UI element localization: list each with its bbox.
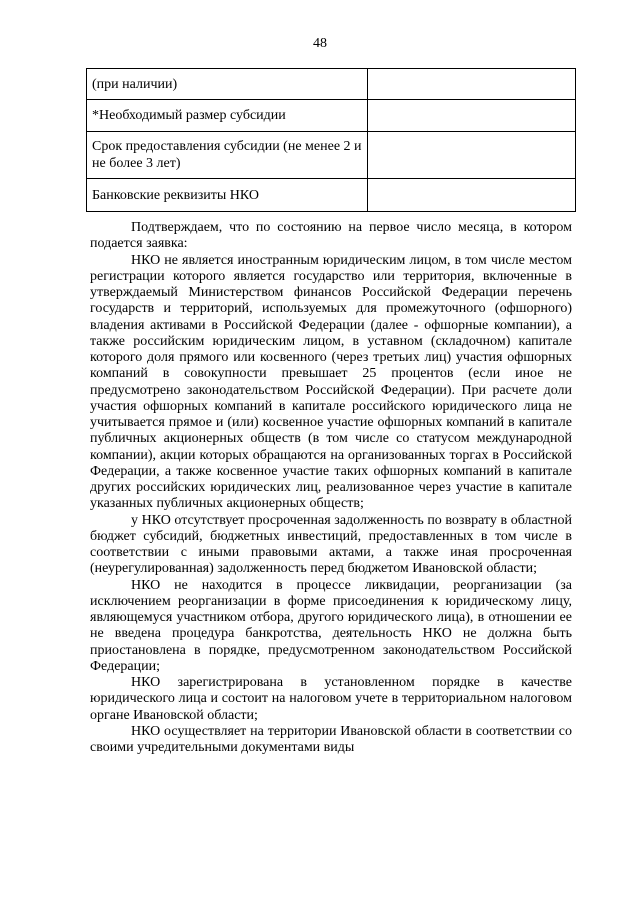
table-row <box>87 132 576 179</box>
table-row <box>87 179 576 212</box>
paragraph-confirmation-intro: Подтверждаем, что по состоянию на первое число месяца, в котором подается заявка: <box>90 220 572 252</box>
paragraph-no-overdue-debt: у НКО отсутствует просроченная задолженность по возврату в областной бюджет субсидий, бюджетных инвестиций, предоставленных в том числе в соответствии с иными правовыми актами, а также иная просроченная (неурегулированная) задолженность перед бюджетом Ивановской области; <box>90 512 572 577</box>
paragraph-no-liquidation: НКО не находится в процессе ликвидации, реорганизации (за исключением реорганизации в форме присоединения к юридическому лицу, являющемуся участником отбора, другого юридического лица), в отношении ее не введена процедура банкротства, деятельность НКО не должна быть приостановлена в порядке, предусмотренном законодательством Российской Федерации; <box>90 577 572 674</box>
table-cell-label: *Необходимый размер субсидии <box>87 100 368 132</box>
table-cell-label: Банковские реквизиты НКО <box>87 179 368 212</box>
paragraph-activities: НКО осуществляет на территории Ивановской области в соответствии со своими учредительными документами виды <box>90 723 572 755</box>
table-cell-label: (при наличии) <box>87 69 368 100</box>
table-row <box>87 100 576 132</box>
table-cell-value <box>368 100 576 132</box>
paragraph-registration: НКО зарегистрирована в установленном порядке в качестве юридического лица и состоит на налоговом учете в территориальном налоговом органе Ивановской области; <box>90 675 572 723</box>
application-form-table <box>86 68 576 212</box>
paragraph-offshore-status: НКО не является иностранным юридическим лицом, в том числе местом регистрации которого является государство или территория, включенные в утверждаемый Министерством финансов Российской Федерации перечень государств и территорий, используемых для промежуточного (офшорного) владения активами в Российской Федерации (далее - офшорные компании), а также российским юридическим лицом, в уставном (складочном) капитале которого доля прямого или косвенного (через третьих лиц) участия офшорных компаний в совокупности превышает 25 процентов (если иное не предусмотрено законодательством Российской Федерации). При расчете доли участия офшорных компаний в капитале российского юридического лица не учитывается прямое и (или) косвенное участие офшорных компаний в капитале публичных акционерных обществ (в том числе со статусом международной компании), акции которых обращаются на организованных торгах в Российской Федерации, а также косвенное участие таких офшорных компаний в капитале других российских юридических лиц, реализованное через участие в капитале указанных публичных акционерных обществ; <box>90 252 572 512</box>
page-number: 48 <box>313 36 327 51</box>
table-cell-value <box>368 179 576 212</box>
table-cell-label: Срок предоставления субсидии (не менее 2 и не более 3 лет) <box>87 132 368 179</box>
table-cell-value <box>368 69 576 100</box>
table-row <box>87 69 576 100</box>
document-body <box>90 220 572 756</box>
table-cell-value <box>368 132 576 179</box>
